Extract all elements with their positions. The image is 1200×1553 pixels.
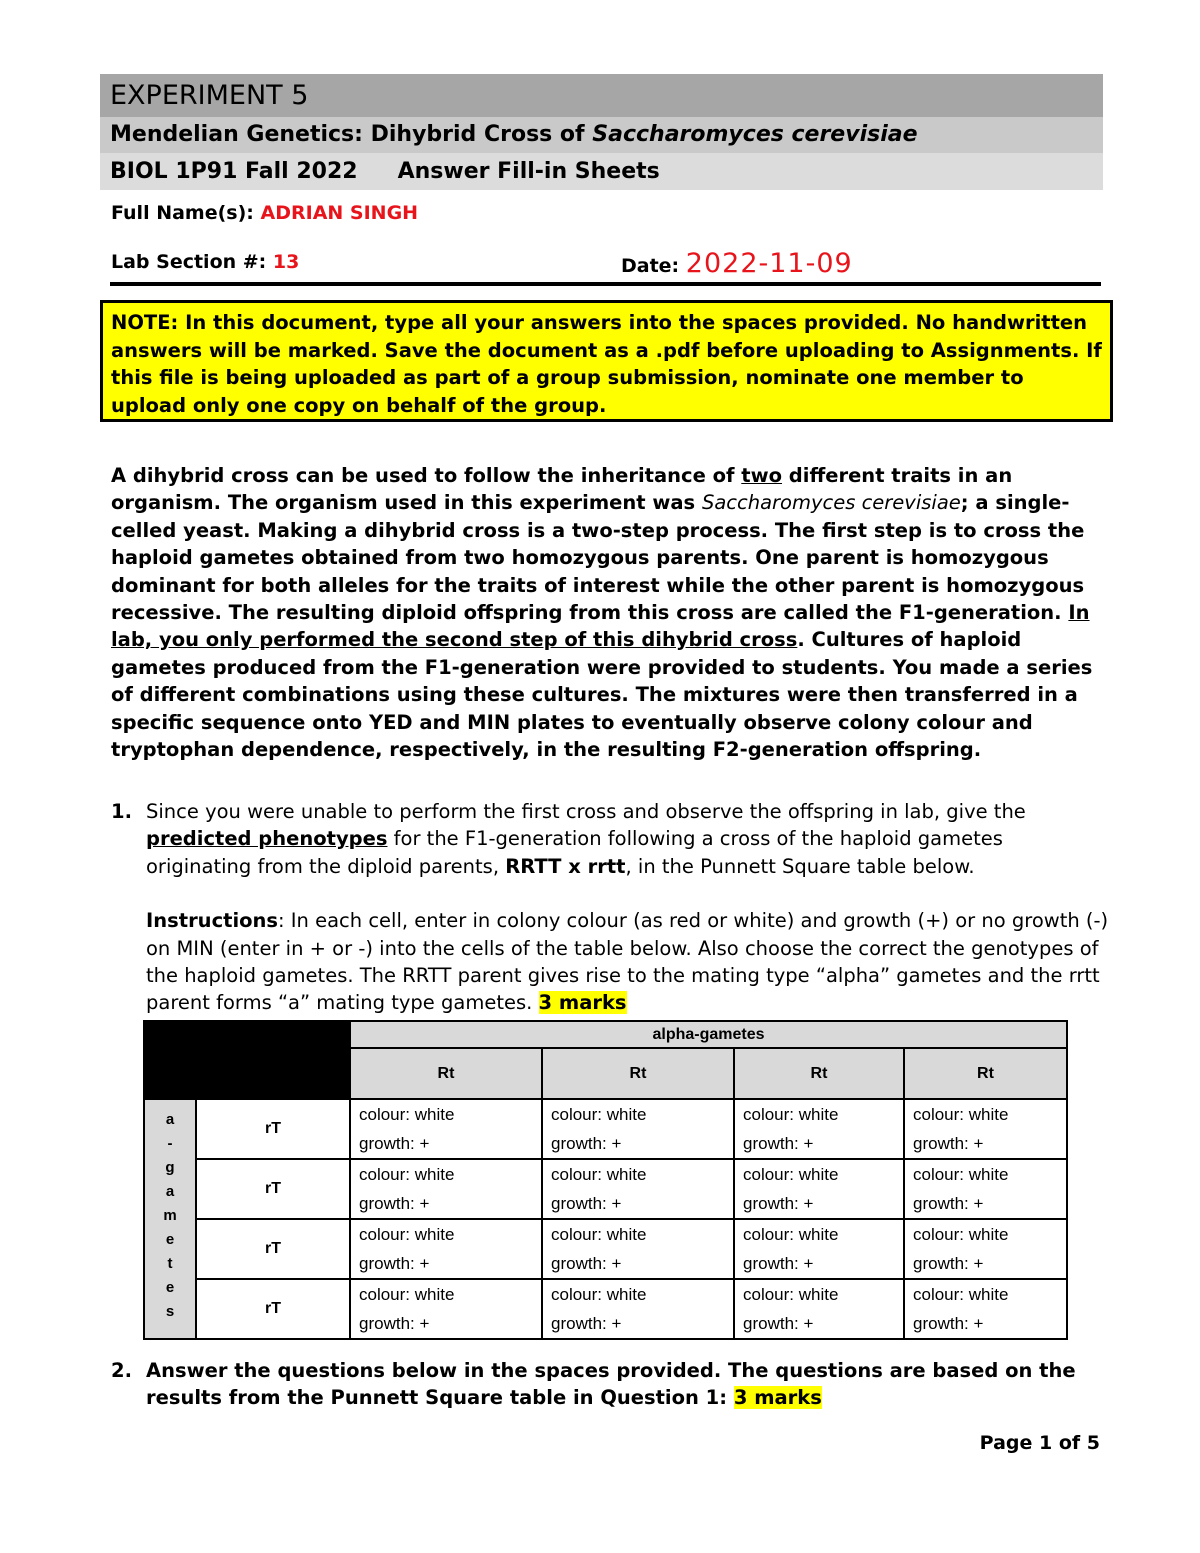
a-gametes-letter: a <box>165 1183 175 1200</box>
section-label: Lab Section #: <box>111 251 267 273</box>
row-genotype[interactable]: rT <box>196 1279 350 1339</box>
punnett-square <box>143 1020 1068 1340</box>
punnett-cell[interactable] <box>542 1219 734 1279</box>
cell-growth: growth: + <box>359 1254 430 1273</box>
a-gametes-letter: e <box>165 1279 175 1296</box>
experiment-subtitle <box>100 117 1103 153</box>
cell-colour: colour: white <box>913 1105 1009 1124</box>
cell-colour: colour: white <box>359 1105 455 1124</box>
a-gametes-letter: t <box>167 1255 173 1272</box>
q1-cross: RRTT x rrtt <box>505 854 626 878</box>
row-genotype[interactable]: rT <box>196 1219 350 1279</box>
a-gametes-letter: a <box>165 1111 175 1128</box>
cell-colour: colour: white <box>743 1165 839 1184</box>
cell-colour: colour: white <box>743 1285 839 1304</box>
punnett-cell[interactable] <box>350 1219 542 1279</box>
intro-text-2: different traits in an organism. The organism used in this experiment was <box>111 464 1013 515</box>
cell-colour: colour: white <box>551 1165 647 1184</box>
punnett-cell[interactable] <box>904 1279 1067 1339</box>
q1-marks: 3 marks <box>538 991 627 1015</box>
cell-colour: colour: white <box>551 1285 647 1304</box>
instructions <box>146 907 1111 1017</box>
cell-growth: growth: + <box>913 1254 984 1273</box>
subtitle-species: Saccharomyces cerevisiae <box>592 122 918 147</box>
name-value[interactable]: ADRIAN SINGH <box>260 202 419 224</box>
col-genotype[interactable]: Rt <box>904 1048 1067 1099</box>
question-2 <box>111 1357 1111 1412</box>
intro-species: Saccharomyces cerevisiae <box>701 491 961 515</box>
header-rule <box>110 282 1101 286</box>
question-2-number: 2. <box>111 1359 132 1382</box>
punnett-cell[interactable] <box>350 1279 542 1339</box>
a-gametes-letter: - <box>167 1135 173 1152</box>
question-2-text <box>146 1357 1111 1412</box>
intro-underlined: In lab, you only performed the second step of this dihybrid cross <box>111 601 1090 652</box>
date-label: Date: <box>621 255 680 277</box>
a-gametes-letter: e <box>165 1231 175 1248</box>
intro-two: two <box>741 464 783 487</box>
intro-text-3: ; a single-celled yeast. Making a dihybrid cross is a two-step process. The first step is to cross the haploid gametes obtained from two homozygous parents. One parent is homozygous dominant for both alleles for the traits of interest while the other parent is homozygous recessive. The resulting diploid offspring from this cross are called the F1-generation. <box>111 491 1085 625</box>
cell-colour: colour: white <box>551 1105 647 1124</box>
question-1-number: 1. <box>111 800 132 823</box>
a-gametes-letter: m <box>163 1207 177 1224</box>
cell-growth: growth: + <box>743 1134 814 1153</box>
instructions-text: : In each cell, enter in colony colour (as red or white) and growth (+) or no growth (-) on MIN (enter in + or -) into the cells of the table below. Also choose the correct the genotypes of the haploid gametes. The RRTT parent gives rise to the mating type “alpha” gametes and the rrtt parent forms “a” mating type gametes. <box>146 909 1109 1015</box>
cell-colour: colour: white <box>359 1285 455 1304</box>
date-field <box>621 248 853 279</box>
q1-text-1: Since you were unable to perform the first cross and observe the offspring in lab, give the <box>146 800 1026 823</box>
cell-growth: growth: + <box>551 1314 622 1333</box>
punnett-cell[interactable] <box>542 1159 734 1219</box>
section-field <box>111 251 299 273</box>
row-genotype[interactable]: rT <box>196 1099 350 1159</box>
page-number: Page 1 of 5 <box>979 1432 1100 1454</box>
intro-paragraph <box>111 462 1111 763</box>
date-value[interactable]: 2022-11-09 <box>685 248 853 279</box>
cell-growth: growth: + <box>359 1314 430 1333</box>
punnett-cell[interactable] <box>904 1099 1067 1159</box>
instructions-label: Instructions <box>146 909 279 933</box>
punnett-cell[interactable] <box>904 1159 1067 1219</box>
course-line <box>100 153 1103 190</box>
cell-colour: colour: white <box>359 1225 455 1244</box>
experiment-title: EXPERIMENT 5 <box>100 74 1103 117</box>
intro-text-4: . Cultures of haploid gametes produced from the F1-generation were provided to students. You made a series of different combinations using these cultures. The mixtures were then transferred in a specific sequence onto YED and MIN plates to eventually observe colony colour and tryptophan dependence, respectively, in the resulting F2-generation offspring. <box>111 628 1093 762</box>
cell-growth: growth: + <box>913 1314 984 1333</box>
alpha-gametes-header: alpha-gametes <box>350 1021 1067 1048</box>
q1-emphasis: predicted phenotypes <box>146 827 388 851</box>
cell-growth: growth: + <box>743 1314 814 1333</box>
q2-text: Answer the questions below in the spaces provided. The questions are based on the results from the Punnett Square table in Question 1: <box>146 1359 1076 1410</box>
q1-text-3: , in the Punnett Square table below. <box>625 854 975 878</box>
row-genotype[interactable]: rT <box>196 1159 350 1219</box>
question-1 <box>111 798 1111 1017</box>
punnett-cell[interactable] <box>542 1099 734 1159</box>
cell-growth: growth: + <box>359 1194 430 1213</box>
corner-cell <box>144 1021 350 1099</box>
punnett-cell[interactable] <box>904 1219 1067 1279</box>
punnett-cell[interactable] <box>734 1279 904 1339</box>
section-value[interactable]: 13 <box>272 251 300 273</box>
name-field <box>111 202 418 224</box>
intro-text-1: A dihybrid cross can be used to follow the inheritance of <box>111 464 742 487</box>
punnett-cell[interactable] <box>350 1099 542 1159</box>
punnett-cell[interactable] <box>734 1099 904 1159</box>
q2-marks: 3 marks <box>733 1386 822 1410</box>
cell-growth: growth: + <box>551 1254 622 1273</box>
col-genotype[interactable]: Rt <box>734 1048 904 1099</box>
cell-growth: growth: + <box>359 1134 430 1153</box>
note-box: NOTE: In this document, type all your answers into the spaces provided. No handwritten answers will be marked. Save the document as a .pdf before uploading to Assignments. If this file is being uploaded as part of a group submission, nominate one member to upload only one copy on behalf of the group. <box>100 300 1113 422</box>
cell-colour: colour: white <box>743 1225 839 1244</box>
course-code: BIOL 1P91 Fall 2022 <box>110 159 358 184</box>
col-genotype[interactable]: Rt <box>350 1048 542 1099</box>
q1-text-2: for the F1-generation following a cross of the haploid gametes originating from the diploid parents, <box>146 827 1003 878</box>
cell-growth: growth: + <box>743 1194 814 1213</box>
cell-colour: colour: white <box>913 1285 1009 1304</box>
cell-colour: colour: white <box>359 1165 455 1184</box>
cell-growth: growth: + <box>551 1134 622 1153</box>
cell-colour: colour: white <box>913 1165 1009 1184</box>
cell-growth: growth: + <box>743 1254 814 1273</box>
sheet-type: Answer Fill-in Sheets <box>397 159 660 184</box>
cell-growth: growth: + <box>913 1194 984 1213</box>
punnett-cell[interactable] <box>350 1159 542 1219</box>
col-genotype[interactable]: Rt <box>542 1048 734 1099</box>
a-gametes-header <box>144 1099 196 1339</box>
cell-colour: colour: white <box>913 1225 1009 1244</box>
punnett-cell[interactable] <box>734 1219 904 1279</box>
name-label: Full Name(s): <box>111 202 254 224</box>
a-gametes-letter: g <box>165 1159 175 1176</box>
question-1-text <box>146 798 1111 880</box>
cell-colour: colour: white <box>551 1225 647 1244</box>
cell-growth: growth: + <box>913 1134 984 1153</box>
punnett-cell[interactable] <box>542 1279 734 1339</box>
cell-growth: growth: + <box>551 1194 622 1213</box>
cell-colour: colour: white <box>743 1105 839 1124</box>
subtitle-prefix: Mendelian Genetics: Dihybrid Cross of <box>110 122 593 147</box>
a-gametes-letter: s <box>165 1303 175 1320</box>
punnett-cell[interactable] <box>734 1159 904 1219</box>
